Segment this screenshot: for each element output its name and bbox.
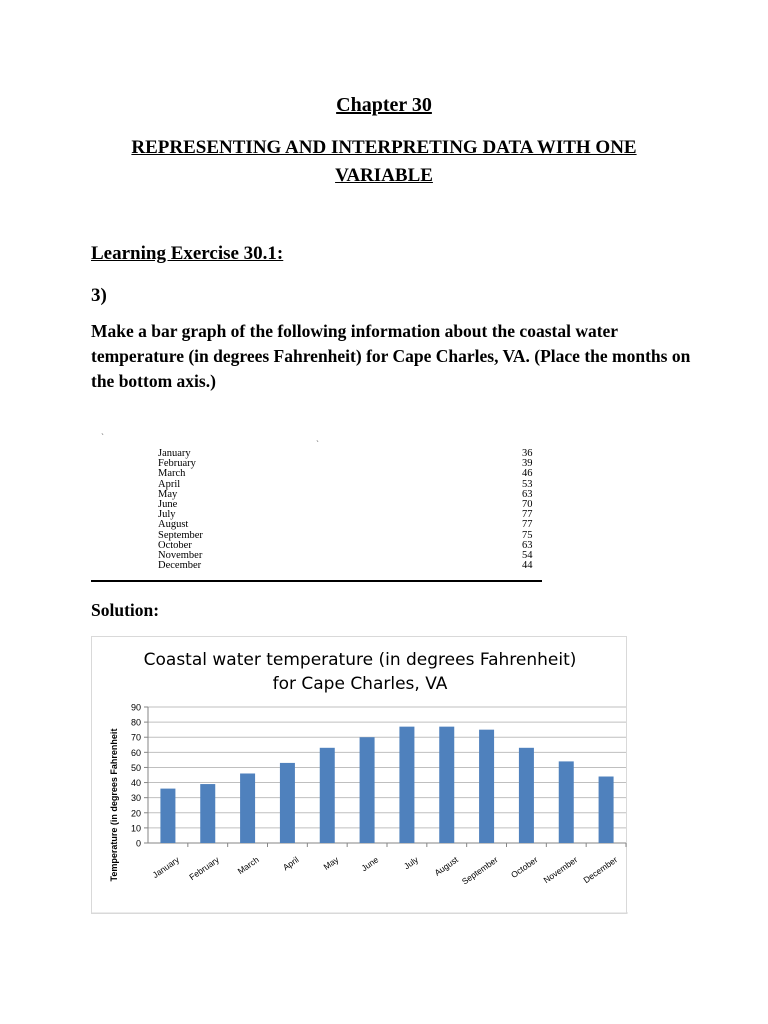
table-month: September	[158, 529, 203, 541]
x-tick-label: December	[581, 854, 620, 886]
table-month: January	[158, 448, 191, 459]
table-value: 77	[522, 509, 533, 521]
table-value: 63	[522, 488, 533, 500]
table-month: February	[158, 458, 196, 470]
y-tick-label: 90	[130, 702, 141, 713]
table-value: 46	[522, 468, 533, 480]
table-month: March	[158, 468, 186, 480]
y-tick-label: 60	[130, 747, 141, 758]
table-month: May	[158, 488, 178, 500]
x-tick-label: July	[401, 854, 421, 872]
table-month: April	[158, 478, 181, 490]
bar	[439, 727, 454, 843]
scan-mark: ˏ	[316, 432, 319, 442]
table-month: November	[158, 550, 203, 562]
x-tick-label: February	[187, 854, 221, 883]
table-month: July	[158, 509, 176, 521]
bar	[160, 789, 175, 843]
chapter-title: Chapter 30	[336, 94, 432, 116]
table-row	[158, 541, 542, 551]
table-row	[158, 449, 542, 459]
bar	[200, 784, 215, 843]
problem-number: 3)	[91, 285, 107, 306]
x-tick-label: April	[280, 854, 301, 873]
table-value: 44	[522, 560, 533, 572]
x-tick-label: October	[509, 854, 540, 880]
x-tick-label: March	[235, 854, 261, 877]
table-row	[158, 561, 542, 571]
table-row	[158, 531, 542, 541]
chart-title-line: Coastal water temperature (in degrees Fahrenheit)	[143, 650, 577, 670]
data-table	[158, 449, 542, 571]
y-tick-label: 40	[130, 778, 141, 789]
bar-chart	[91, 636, 627, 914]
table-row	[158, 500, 542, 510]
bar	[240, 773, 255, 843]
bar	[479, 730, 494, 843]
table-row	[158, 469, 542, 479]
y-tick-label: 10	[130, 823, 141, 834]
table-row	[158, 510, 542, 520]
bar	[360, 737, 375, 843]
table-month: June	[158, 499, 178, 511]
table-value: 54	[522, 550, 533, 562]
table-row	[158, 459, 542, 469]
table-month: August	[158, 519, 189, 531]
chart-title-line: for Cape Charles, VA	[272, 674, 448, 694]
x-tick-label: August	[432, 854, 460, 878]
x-tick-label: June	[359, 854, 381, 874]
bar	[519, 748, 534, 843]
chart-svg	[92, 637, 628, 915]
table-month: October	[158, 539, 192, 551]
y-tick-label: 0	[135, 838, 141, 849]
y-tick-label: 70	[130, 732, 141, 743]
table-row	[158, 490, 542, 500]
bar	[320, 748, 335, 843]
solution-label: Solution:	[91, 600, 160, 620]
bar	[559, 761, 574, 843]
y-tick-label: 50	[130, 762, 141, 773]
y-tick-label: 30	[130, 793, 141, 804]
table-value: 39	[522, 458, 533, 470]
x-tick-label: November	[541, 854, 580, 886]
table-value: 36	[522, 448, 533, 459]
main-heading: REPRESENTING AND INTERPRETING DATA WITH ONE VARIABLE	[131, 137, 637, 186]
y-axis-label: Temperature (in degrees Fahrenheit	[109, 728, 119, 882]
table-row	[158, 551, 542, 561]
bar	[399, 727, 414, 843]
x-tick-label: September	[459, 854, 500, 887]
table-row	[158, 480, 542, 490]
table-value: 75	[522, 529, 533, 541]
scan-mark: ˋ	[101, 432, 104, 442]
table-month: December	[158, 560, 202, 572]
table-value: 70	[522, 499, 533, 511]
bar	[280, 763, 295, 843]
instructions-paragraph: Make a bar graph of the following information about the coastal water temperature (in degrees Fahrenheit) for Cape Charles, VA. (Place the months on the bottom axis.)	[91, 321, 691, 391]
bar	[599, 777, 614, 843]
y-tick-label: 80	[130, 717, 141, 728]
table-value: 53	[522, 478, 533, 490]
exercise-heading: Learning Exercise 30.1:	[91, 243, 284, 264]
table-value: 63	[522, 539, 533, 551]
x-tick-label: January	[150, 854, 182, 880]
table-value: 77	[522, 519, 533, 531]
y-tick-label: 20	[130, 808, 141, 819]
divider-line	[91, 580, 542, 582]
table-row	[158, 520, 542, 530]
x-tick-label: May	[321, 854, 341, 872]
